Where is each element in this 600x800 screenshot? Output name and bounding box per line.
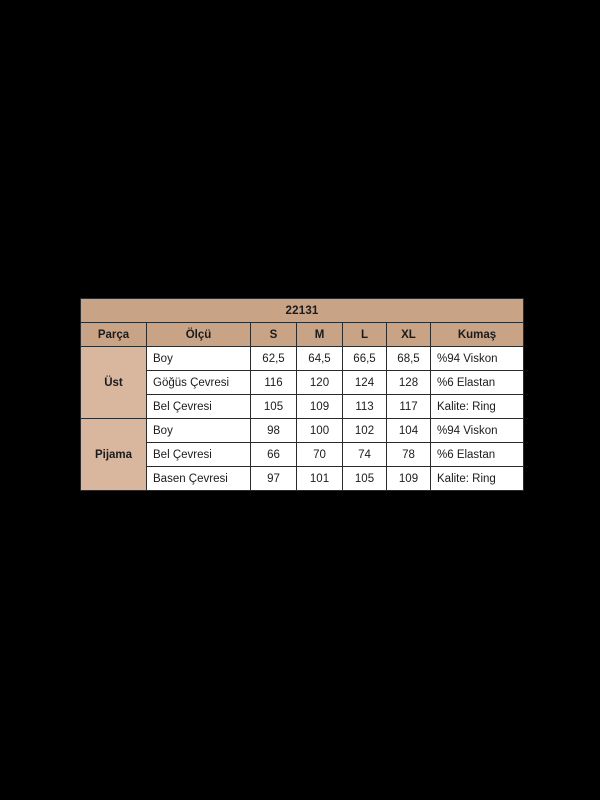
value-xl: 109 [387,467,431,491]
measure-label: Boy [147,419,251,443]
value-m: 100 [297,419,343,443]
value-xl: 68,5 [387,347,431,371]
product-code: 22131 [81,299,524,323]
header-measure: Ölçü [147,323,251,347]
table-row [81,443,524,467]
value-xl: 117 [387,395,431,419]
value-l: 74 [343,443,387,467]
value-l: 66,5 [343,347,387,371]
value-s: 98 [251,419,297,443]
fabric-info: Kalite: Ring [431,467,524,491]
group-label-pijama: Pijama [81,419,147,491]
fabric-info: %6 Elastan [431,371,524,395]
group-label-ust: Üst [81,347,147,419]
table-row [81,347,524,371]
table-row [81,395,524,419]
value-l: 113 [343,395,387,419]
value-l: 102 [343,419,387,443]
measure-label: Göğüs Çevresi [147,371,251,395]
fabric-info: %94 Viskon [431,419,524,443]
header-size-l: L [343,323,387,347]
value-xl: 78 [387,443,431,467]
table-header-row [81,323,524,347]
size-chart-table [80,298,524,491]
value-xl: 128 [387,371,431,395]
table-title-row [81,299,524,323]
measure-label: Bel Çevresi [147,443,251,467]
fabric-info: %6 Elastan [431,443,524,467]
fabric-info: Kalite: Ring [431,395,524,419]
value-s: 66 [251,443,297,467]
header-fabric: Kumaş [431,323,524,347]
value-s: 116 [251,371,297,395]
value-xl: 104 [387,419,431,443]
header-size-m: M [297,323,343,347]
fabric-info: %94 Viskon [431,347,524,371]
measure-label: Boy [147,347,251,371]
value-m: 101 [297,467,343,491]
table-row [81,371,524,395]
value-m: 64,5 [297,347,343,371]
header-part: Parça [81,323,147,347]
table-row [81,419,524,443]
table-row [81,467,524,491]
value-m: 109 [297,395,343,419]
value-m: 70 [297,443,343,467]
value-s: 105 [251,395,297,419]
value-l: 105 [343,467,387,491]
measure-label: Basen Çevresi [147,467,251,491]
measure-label: Bel Çevresi [147,395,251,419]
value-s: 62,5 [251,347,297,371]
value-l: 124 [343,371,387,395]
header-size-xl: XL [387,323,431,347]
value-m: 120 [297,371,343,395]
header-size-s: S [251,323,297,347]
value-s: 97 [251,467,297,491]
size-chart-container [78,296,521,493]
